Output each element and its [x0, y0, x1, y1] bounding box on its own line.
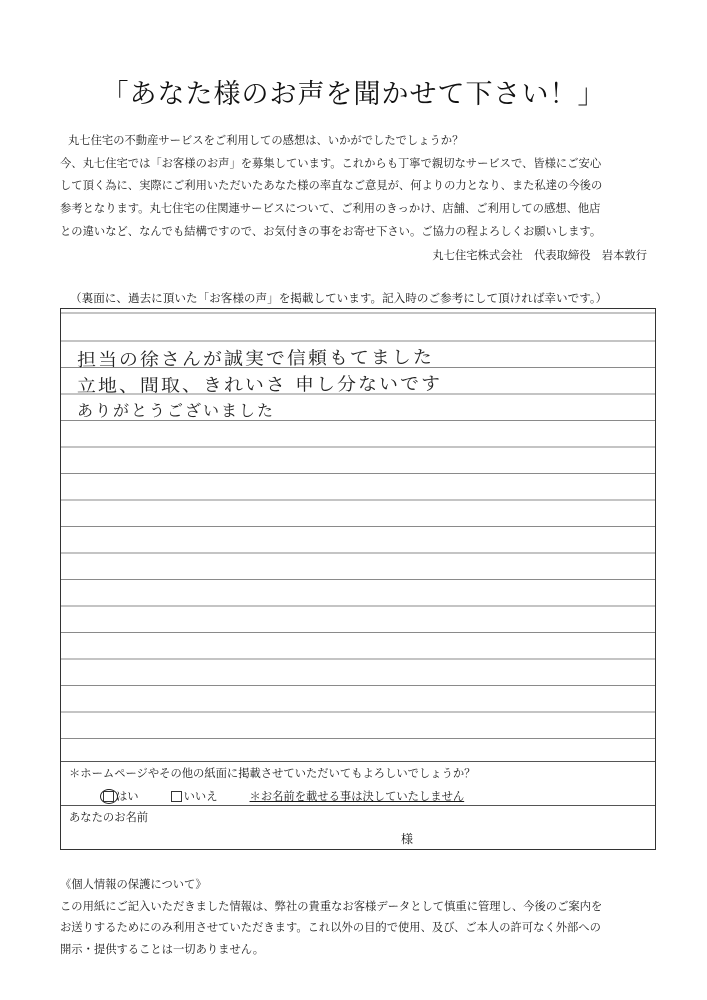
name-label: あなたのお名前 [69, 811, 149, 824]
intro-text [60, 130, 660, 244]
privacy-line: お送りするためにのみ利用させていただきます。これ以外の目的で使用、及び、ご本人の許可なく外部への [60, 921, 601, 934]
no-checkbox[interactable] [171, 791, 182, 802]
name-honorific: 様 [401, 832, 414, 846]
yes-checkbox[interactable] [103, 791, 114, 802]
intro-line: 今、丸七住宅では「お客様のお声」を募集しています。これからも丁寧で親切なサービスで、皆様にご安心 [60, 156, 602, 170]
handwritten-line: 担当の徐さんが誠実で信頼もてました [76, 347, 435, 371]
yes-label: はい [116, 790, 139, 803]
name-privacy-note: ＊お名前を載せる事は決していたしません [249, 790, 465, 803]
consent-question: ＊ホームページやその他の紙面に掲載させていただいてもよろしいでしょうか？ [69, 767, 476, 780]
intro-line: 丸七住宅の不動産サービスをご利用しての感想は、いかがでしたでしょうか？ [68, 134, 464, 147]
intro-line: して頂く為に、実際にご利用いただいたあなた様の率直なご意見が、何よりの力となり、また私達の今後の [60, 179, 603, 193]
consent-no-option[interactable] [171, 788, 218, 804]
no-label: いいえ [183, 790, 218, 803]
privacy-section [60, 874, 670, 960]
handwritten-line: 立地、間取、きれいさ 申し分ないです [76, 373, 443, 397]
intro-line: 参考となります。丸七住宅の住関連サービスについて、ご利用のきっかけ、店舗、ご利用しての感想、他店 [60, 202, 601, 216]
comment-area[interactable] [61, 309, 655, 761]
company-signature: 丸七住宅株式会社 代表取締役 岩本敦行 [432, 249, 647, 262]
notice-text: （裏面に、過去に頂いた「お客様の声」を掲載しています。記入時のご参考にして頂ければ幸いです。） [70, 291, 608, 305]
consent-yes-option[interactable] [103, 788, 139, 804]
handwritten-line: ありがとうございました [77, 401, 276, 420]
privacy-line: この用紙にご記入いただきました情報は、弊社の貴重なお客様データとして慎重に管理し、今後のご案内を [60, 899, 603, 913]
consent-options [103, 788, 464, 804]
page-title: 「あなた様のお声を聞かせて下さい！」 [101, 79, 606, 110]
privacy-heading: 《個人情報の保護について》 [60, 878, 207, 891]
intro-line: との違いなど、なんでも結構ですので、お気付きの事をお寄せ下さい。ご協力の程よろしくお願いします。 [60, 224, 602, 238]
divider [61, 761, 655, 762]
feedback-form [60, 308, 656, 850]
divider [61, 805, 655, 806]
privacy-line: 開示・提供することは一切ありません。 [60, 942, 265, 956]
